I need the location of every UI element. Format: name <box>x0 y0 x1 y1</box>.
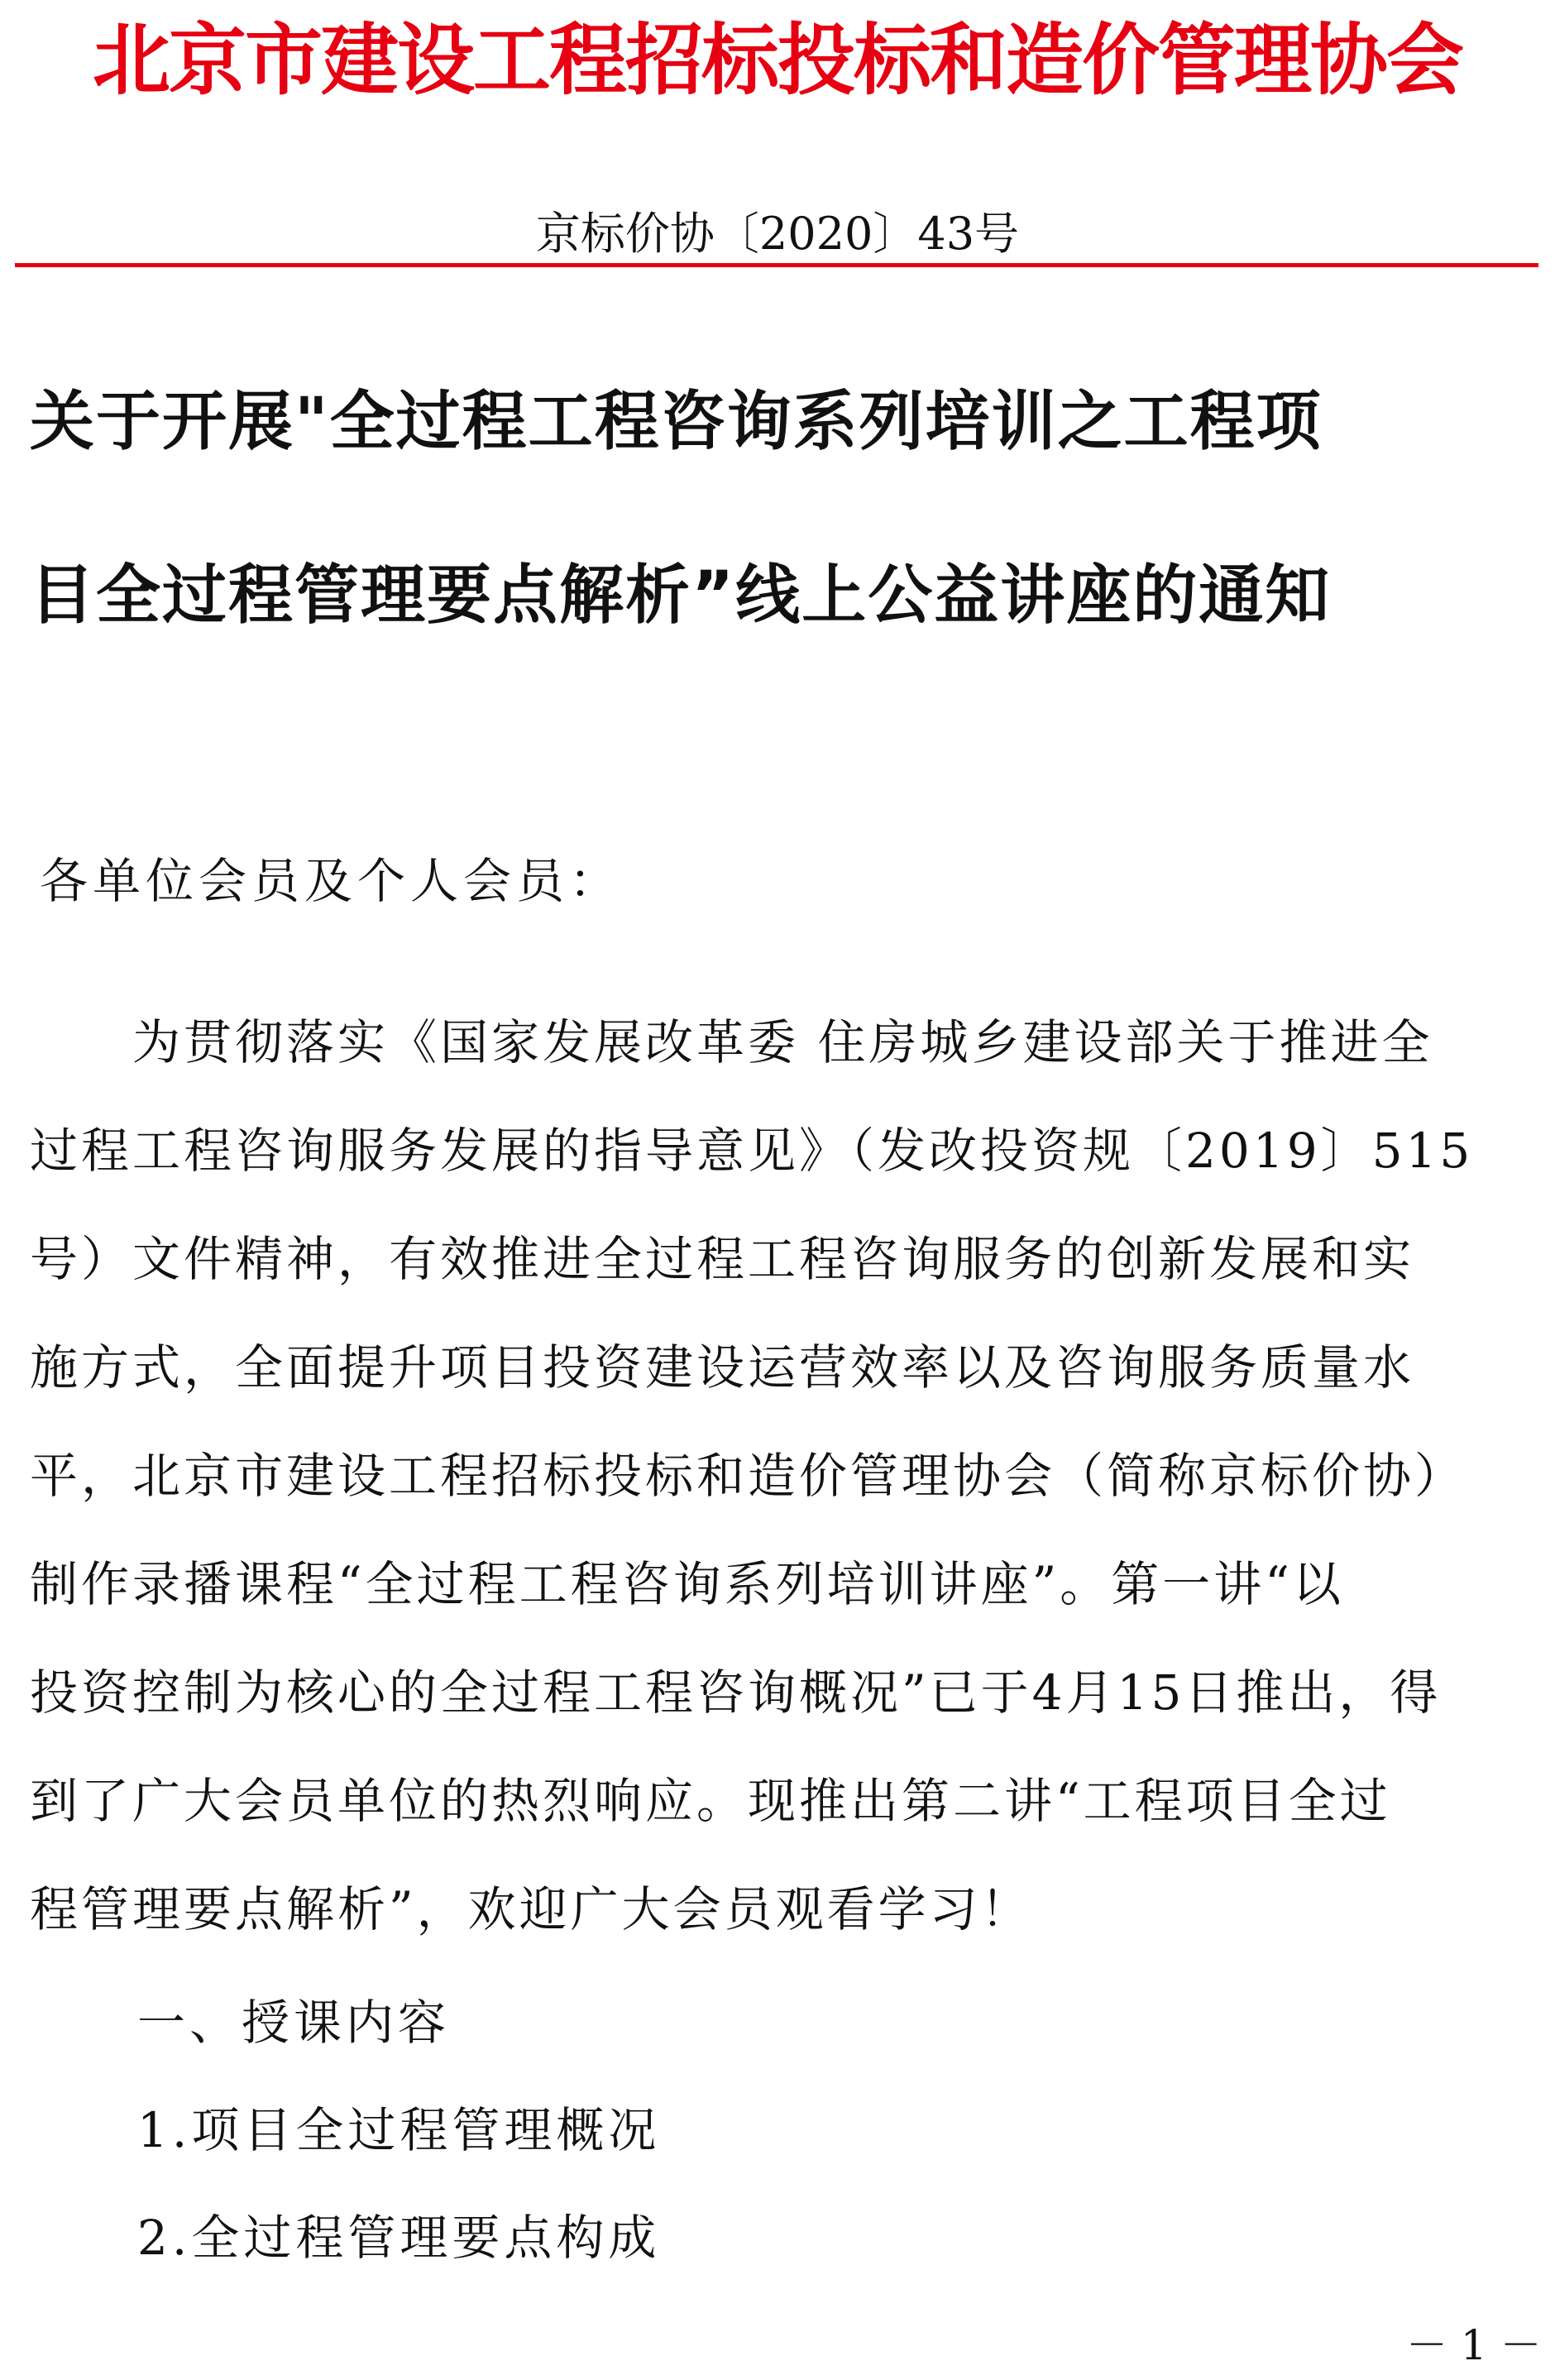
body-line: 到了广大会员单位的热烈响应。现推出第二讲“工程项目全过 <box>30 1773 1391 1829</box>
body-line: 制作录播课程“全过程工程咨询系列培训讲座”。第一讲“以 <box>30 1556 1344 1612</box>
notice-title <box>30 372 1535 720</box>
body-line: 为贯彻落实《国家发展改革委 住房城乡建设部关于推进全 <box>30 1014 1433 1070</box>
red-divider-line <box>15 263 1538 267</box>
section-heading-course-content: 一、授课内容 <box>137 1995 451 2051</box>
body-line: 过程工程咨询服务发展的指导意见》（发改投资规〔2019〕515 <box>30 1123 1474 1179</box>
title-line-2: 目全过程管理要点解析”线上公益讲座的通知 <box>30 558 1332 633</box>
list-item-2: 2.全过程管理要点构成 <box>137 2210 661 2266</box>
body-line: 投资控制为核心的全过程工程咨询概况”已于4月15日推出，得 <box>30 1664 1442 1721</box>
body-paragraph <box>30 1013 1535 1989</box>
list-item-1: 1.项目全过程管理概况 <box>137 2102 661 2158</box>
issuing-organization-header: 北京市建设工程招标投标和造价管理协会 <box>92 15 1462 106</box>
body-line: 施方式，全面提升项目投资建设运营效率以及咨询服务质量水 <box>30 1339 1415 1396</box>
body-line: 平，北京市建设工程招标投标和造价管理协会（简称京标价协） <box>30 1448 1466 1504</box>
document-number: 京标价协〔2020〕43号 <box>535 208 1020 260</box>
page-number: － 1 － <box>1406 2321 1542 2369</box>
salutation: 各单位会员及个人会员： <box>40 853 623 909</box>
body-line: 号）文件精神，有效推进全过程工程咨询服务的创新发展和实 <box>30 1231 1415 1287</box>
title-line-1: 关于开展"全过程工程咨询系列培训之工程项 <box>30 385 1323 459</box>
body-line: 程管理要点解析”，欢迎广大会员观看学习！ <box>30 1881 1032 1937</box>
